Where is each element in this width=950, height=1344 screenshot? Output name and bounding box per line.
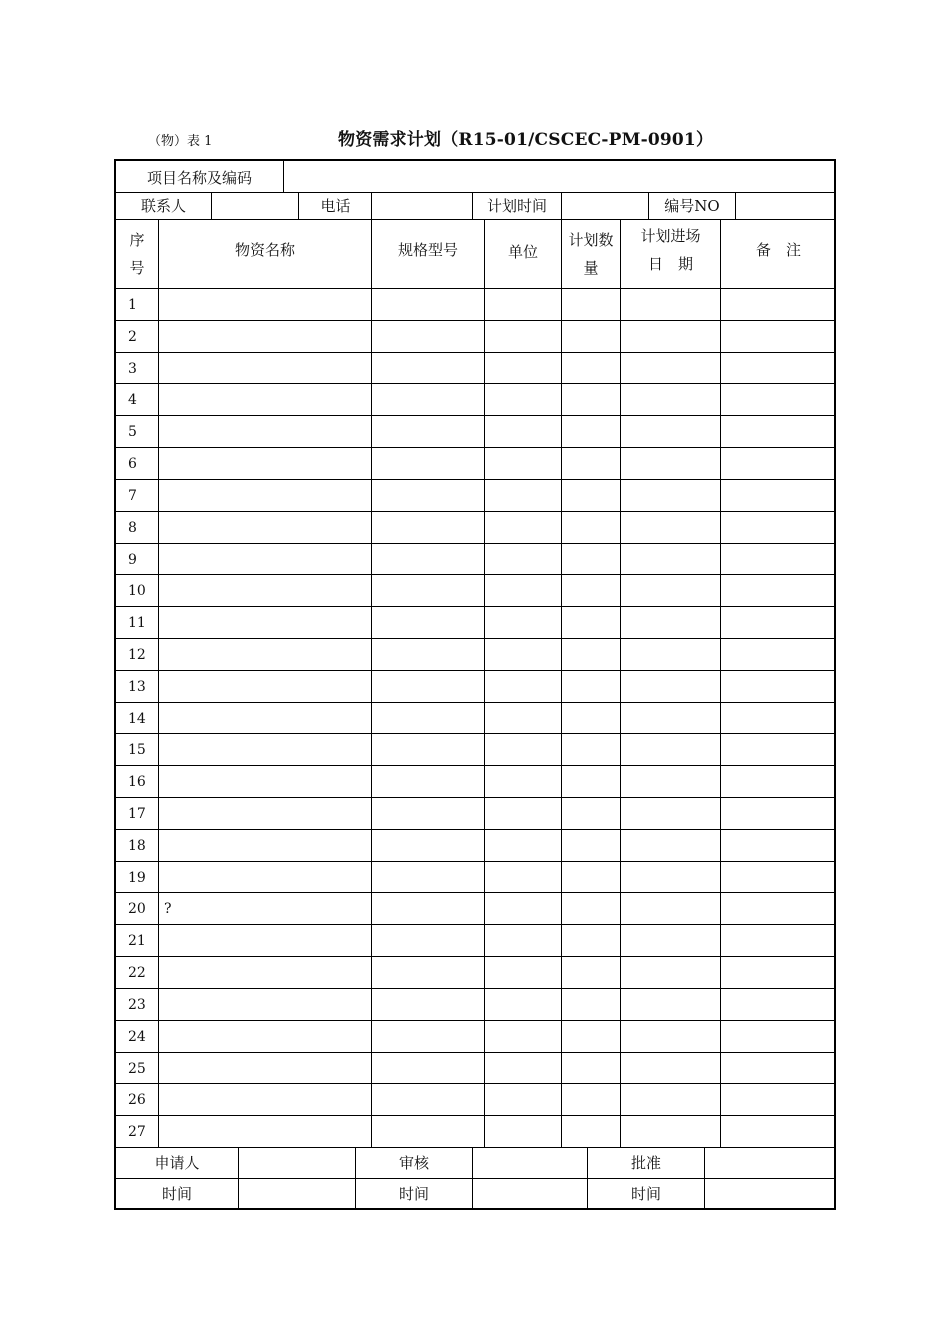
approver-time-field[interactable] bbox=[705, 1179, 836, 1209]
row-number: 21 bbox=[128, 933, 146, 949]
applicant-field[interactable] bbox=[239, 1148, 355, 1178]
project-field[interactable] bbox=[284, 163, 836, 193]
col-header-qty-line2: 量 bbox=[583, 259, 599, 277]
row-number: 24 bbox=[128, 1029, 146, 1045]
row-divider bbox=[116, 447, 834, 448]
row-number: 3 bbox=[128, 361, 137, 377]
applicant-time-label: 时间 bbox=[161, 1184, 192, 1203]
phone-label: 电话 bbox=[320, 197, 351, 215]
col-header-unit: 单位 bbox=[507, 242, 538, 261]
col-header-material: 物资名称 bbox=[234, 240, 295, 259]
row-divider bbox=[116, 1020, 834, 1021]
row-number: 12 bbox=[128, 647, 146, 663]
form-title: 物资需求计划（R15-01/CSCEC-PM-0901） bbox=[338, 130, 714, 150]
row-number: 7 bbox=[128, 488, 137, 504]
row-number: 20 bbox=[128, 901, 146, 917]
number-field[interactable] bbox=[736, 193, 836, 220]
row-divider bbox=[116, 606, 834, 607]
row-divider bbox=[116, 956, 834, 957]
row-divider bbox=[116, 702, 834, 703]
col-header-date-line1: 计划进场 bbox=[640, 226, 701, 245]
row-number: 4 bbox=[128, 392, 137, 408]
row-divider bbox=[116, 479, 834, 480]
row-divider bbox=[116, 543, 834, 544]
row-number: 1 bbox=[128, 297, 137, 313]
col-header-qty-line1: 计划数 bbox=[568, 230, 614, 249]
row-number: 16 bbox=[128, 774, 146, 790]
form-code: （物）表 1 bbox=[148, 134, 213, 149]
divider bbox=[620, 219, 621, 1147]
row-number: 9 bbox=[128, 552, 137, 568]
row-divider bbox=[116, 320, 834, 321]
row-number: 19 bbox=[128, 870, 146, 886]
row-divider bbox=[116, 765, 834, 766]
row-number: 15 bbox=[128, 742, 146, 758]
row-number: 27 bbox=[128, 1124, 146, 1140]
phone-field[interactable] bbox=[372, 193, 472, 220]
row-divider bbox=[116, 383, 834, 384]
col-header-remarks: 备 注 bbox=[755, 240, 801, 259]
row-number: 17 bbox=[128, 806, 146, 822]
divider bbox=[561, 219, 562, 1147]
row-number: 14 bbox=[128, 711, 146, 727]
row-divider bbox=[116, 574, 834, 575]
plan-time-label: 计划时间 bbox=[486, 197, 547, 215]
reviewer-time-field[interactable] bbox=[473, 1179, 587, 1209]
row-material-mark: ? bbox=[164, 901, 172, 917]
row-number: 5 bbox=[128, 424, 137, 440]
approver-field[interactable] bbox=[705, 1148, 836, 1178]
approver-time-label: 时间 bbox=[630, 1184, 661, 1203]
approver-label: 批准 bbox=[630, 1153, 661, 1172]
row-divider bbox=[116, 988, 834, 989]
row-number: 6 bbox=[128, 456, 137, 472]
contact-field[interactable] bbox=[212, 193, 297, 220]
row-divider bbox=[116, 352, 834, 353]
reviewer-time-label: 时间 bbox=[398, 1184, 429, 1203]
reviewer-label: 审核 bbox=[398, 1153, 429, 1172]
row-divider bbox=[116, 511, 834, 512]
project-label: 项目名称及编码 bbox=[146, 168, 252, 187]
row-number: 10 bbox=[128, 583, 146, 599]
row-number: 23 bbox=[128, 997, 146, 1013]
row-divider bbox=[116, 1115, 834, 1116]
row-divider bbox=[116, 924, 834, 925]
number-label: 编号NO bbox=[664, 197, 720, 215]
col-header-qty bbox=[562, 220, 620, 288]
form-table bbox=[114, 159, 836, 1210]
plan-time-field[interactable] bbox=[562, 193, 648, 220]
row-divider bbox=[116, 1052, 834, 1053]
row-divider bbox=[116, 829, 834, 830]
reviewer-field[interactable] bbox=[473, 1148, 587, 1178]
row-divider bbox=[116, 638, 834, 639]
applicant-label: 申请人 bbox=[154, 1153, 200, 1172]
row-divider bbox=[116, 892, 834, 893]
col-header-date bbox=[621, 220, 720, 280]
row-number: 26 bbox=[128, 1092, 146, 1108]
applicant-time-field[interactable] bbox=[239, 1179, 355, 1209]
contact-label: 联系人 bbox=[140, 197, 186, 215]
row-divider bbox=[116, 288, 834, 289]
row-number: 18 bbox=[128, 838, 146, 854]
divider bbox=[371, 219, 372, 1147]
row-number: 8 bbox=[128, 520, 137, 536]
row-divider bbox=[116, 733, 834, 734]
row-divider bbox=[116, 670, 834, 671]
col-header-date-line2: 日 期 bbox=[647, 255, 693, 273]
row-divider bbox=[116, 415, 834, 416]
row-divider bbox=[116, 1083, 834, 1084]
col-header-seq bbox=[116, 220, 158, 288]
row-divider bbox=[116, 797, 834, 798]
col-header-spec: 规格型号 bbox=[397, 240, 458, 259]
row-number: 11 bbox=[128, 615, 146, 631]
row-number: 22 bbox=[128, 965, 146, 981]
divider bbox=[720, 219, 721, 1147]
row-divider bbox=[116, 861, 834, 862]
row-number: 25 bbox=[128, 1061, 146, 1077]
col-header-seq-line1: 序 bbox=[129, 230, 145, 249]
divider bbox=[158, 219, 159, 1147]
col-header-seq-line2: 号 bbox=[129, 259, 145, 277]
row-number: 2 bbox=[128, 329, 137, 345]
divider bbox=[484, 219, 485, 1147]
row-number: 13 bbox=[128, 679, 146, 695]
